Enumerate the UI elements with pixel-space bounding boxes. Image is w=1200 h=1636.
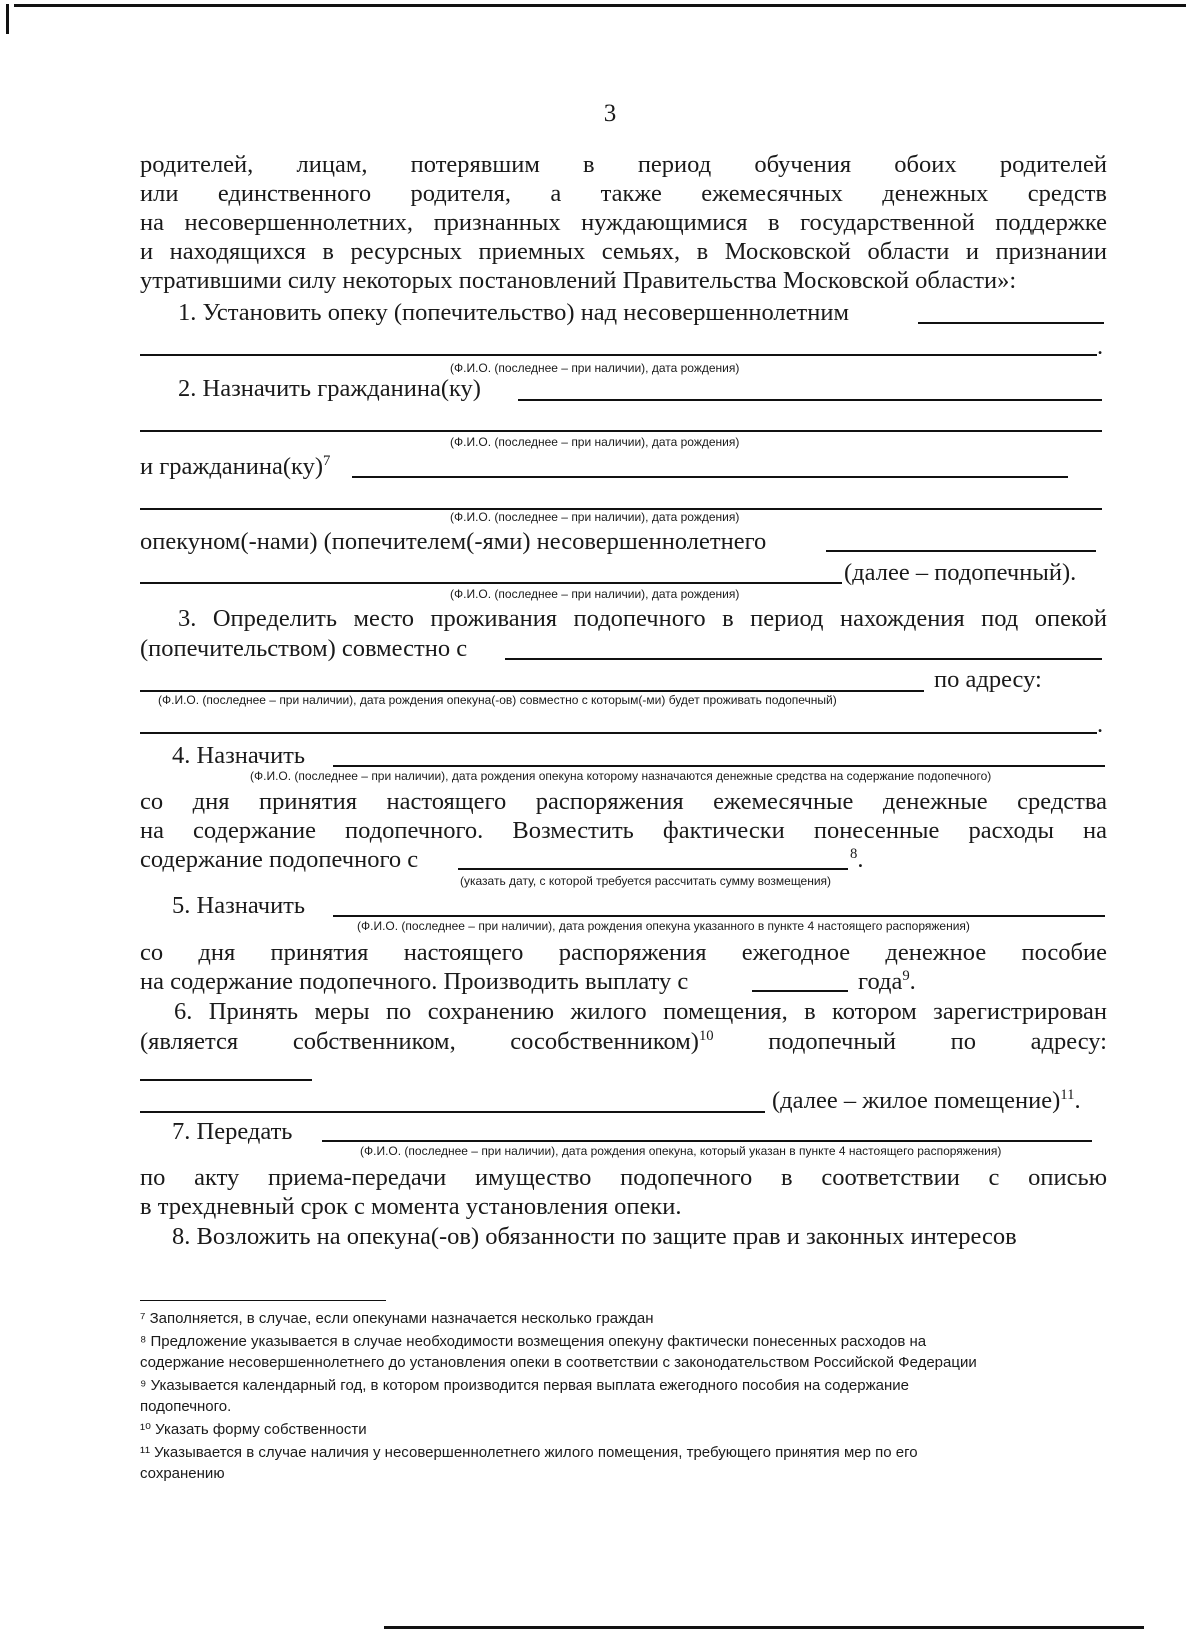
item5-line-2: на содержание подопечного. Производить выплату с: [140, 968, 689, 995]
item1-period: .: [1097, 333, 1104, 360]
item7-line-2: в трехдневный срок с момента установления опеки.: [140, 1193, 682, 1220]
item6-address-label: подопечный по адресу:: [768, 1028, 1107, 1055]
intro-line-3: на несовершеннолетних, признанных нуждающимися в государственной поддержке: [140, 209, 1107, 236]
footnote-ref-10: 10: [698, 1027, 714, 1044]
item6-line-2: [140, 1027, 1107, 1056]
item5-blank-1[interactable]: [333, 915, 1105, 917]
item3-line-1: [140, 604, 1107, 633]
item6-hereinafter-text: (далее – жилое помещение): [772, 1087, 1061, 1114]
item5-year-label: года: [858, 968, 903, 995]
item5-text: 5. Назначить: [172, 892, 306, 919]
item3-line-1-text: 3. Определить место проживания подопечного в период нахождения под опекой: [178, 605, 1107, 632]
item7-text: 7. Передать: [172, 1118, 293, 1145]
item3-caption: (Ф.И.О. (последнее – при наличии), дата рождения опекуна(-ов) совместно с которым(-ми) будет проживать подопечный): [158, 693, 837, 707]
item2-text: 2. Назначить гражданина(ку): [178, 375, 481, 402]
item3-line-2: (попечительством) совместно с: [140, 635, 468, 662]
footnote-7: ⁷ Заполняется, в случае, если опекунами назначается несколько граждан: [140, 1310, 654, 1327]
item6-hereinafter: (далее – жилое помещение)$^{11}$.: [772, 1086, 1081, 1114]
item8-text: 8. Возложить на опекуна(-ов) обязанности по защите прав и законных интересов: [172, 1223, 1017, 1250]
footnote-9-line-1: ⁹ Указывается календарный год, в котором производится первая выплата ежегодного пособия на содержание: [140, 1377, 909, 1394]
footnote-8-line-2: содержание несовершеннолетнего до установления опеки в соответствии с законодательством Российской Федерации: [140, 1354, 977, 1371]
item2-and-citizen: [140, 452, 330, 481]
item4-date-blank[interactable]: [458, 868, 848, 870]
item6-line-1: [140, 997, 1107, 1026]
item5-caption: (Ф.И.О. (последнее – при наличии), дата рождения опекуна указанного в пункте 4 настоящего распоряжения): [357, 919, 970, 933]
footnote-ref-7: 7: [323, 452, 331, 469]
item4-footnote-ref: $^8$.: [850, 845, 864, 873]
item2-blank-2[interactable]: [140, 430, 1102, 432]
item2-guardian-text: опекуном(-нами) (попечителем(-ями) несовершеннолетнего: [140, 528, 767, 555]
item6-ownership-text: (является собственником, сособственником): [140, 1028, 699, 1055]
item7-caption: (Ф.И.О. (последнее – при наличии), дата рождения опекуна, который указан в пункте 4 настоящего распоряжения): [360, 1144, 1002, 1158]
item6-blank-2[interactable]: [140, 1111, 765, 1113]
footnote-9-line-2: подопечного.: [140, 1398, 232, 1415]
footnote-10: ¹⁰ Указать форму собственности: [140, 1421, 367, 1438]
item3-period: .: [1097, 711, 1104, 738]
footnote-11-line-2: сохранению: [140, 1465, 225, 1482]
footnote-ref-9: 9: [902, 967, 910, 984]
item2-blank-3[interactable]: [352, 476, 1068, 478]
item4-line-1: со дня принятия настоящего распоряжения ежемесячные денежные средства: [140, 788, 1107, 815]
footnote-8-line-1: ⁸ Предложение указывается в случае необходимости возмещения опекуну фактически понесенных расходов на: [140, 1333, 927, 1350]
item4-text: 4. Назначить: [172, 742, 306, 769]
item2-caption-3: (Ф.И.О. (последнее – при наличии), дата рождения): [450, 587, 740, 601]
footnote-11-line-1: ¹¹ Указывается в случае наличия у несовершеннолетнего жилого помещения, требующего принятия мер по его: [140, 1444, 918, 1461]
intro-line-2: или единственного родителя, а также ежемесячных денежных средств: [140, 180, 1107, 207]
footnote-ref-8: 8: [850, 845, 858, 862]
item2-hereinafter: (далее – подопечный).: [844, 559, 1077, 586]
intro-line-5: утратившими силу некоторых постановлений Правительства Московской области»:: [140, 267, 1017, 294]
scan-edge-bottom: [384, 1626, 1144, 1629]
intro-line-1: родителей, лицам, потерявшим в период обучения обоих родителей: [140, 151, 1107, 178]
item4-line-2: на содержание подопечного. Возместить фактически понесенные расходы на: [140, 817, 1107, 844]
item3-blank-3[interactable]: [140, 732, 1097, 734]
item2-and-label: и гражданина(ку): [140, 453, 324, 480]
item2-caption-2: (Ф.И.О. (последнее – при наличии), дата рождения): [450, 510, 740, 524]
item1-text: 1. Установить опеку (попечительство) над несовершеннолетним: [178, 299, 849, 326]
page-number: 3: [603, 100, 617, 127]
scan-edge-top: [14, 4, 1186, 7]
item6-blank-1[interactable]: [140, 1079, 312, 1081]
item2-blank-5[interactable]: [826, 550, 1096, 552]
intro-line-4: и находящихся в ресурсных приемных семьях, в Московской области и признании: [140, 238, 1107, 265]
footnote-separator: [140, 1300, 386, 1301]
item2-caption-1: (Ф.И.О. (последнее – при наличии), дата рождения): [450, 435, 740, 449]
item4-caption-2: (указать дату, с которой требуется рассчитать сумму возмещения): [460, 874, 832, 888]
item2-blank-1[interactable]: [518, 399, 1102, 401]
item6-line-1-text: 6. Принять меры по сохранению жилого помещения, в котором зарегистрирован: [174, 998, 1107, 1025]
item7-blank-1[interactable]: [322, 1140, 1092, 1142]
scan-edge-left: [6, 4, 9, 34]
item7-line-1: по акту приема-передачи имущество подопечного в соответствии с описью: [140, 1164, 1107, 1191]
item1-blank-1[interactable]: [918, 322, 1104, 324]
item1-blank-2[interactable]: [140, 354, 1097, 356]
item4-caption: (Ф.И.О. (последнее – при наличии), дата рождения опекуна которому назначаются денежные средства на содержание подопечного): [250, 769, 992, 783]
item4-blank-1[interactable]: [333, 765, 1105, 767]
footnote-ref-11: 11: [1060, 1086, 1075, 1103]
item5-year-blank[interactable]: [752, 990, 848, 992]
item5-line-1: со дня принятия настоящего распоряжения ежегодное денежное пособие: [140, 939, 1107, 966]
item3-at-address: по адресу:: [934, 666, 1042, 693]
item1-caption: (Ф.И.О. (последнее – при наличии), дата рождения): [450, 361, 740, 375]
item3-blank-1[interactable]: [505, 658, 1102, 660]
item5-year: года$^9$.: [858, 967, 916, 995]
item4-line-3: содержание подопечного с: [140, 846, 419, 873]
item3-blank-2[interactable]: [140, 690, 924, 692]
item2-blank-6[interactable]: [140, 582, 842, 584]
